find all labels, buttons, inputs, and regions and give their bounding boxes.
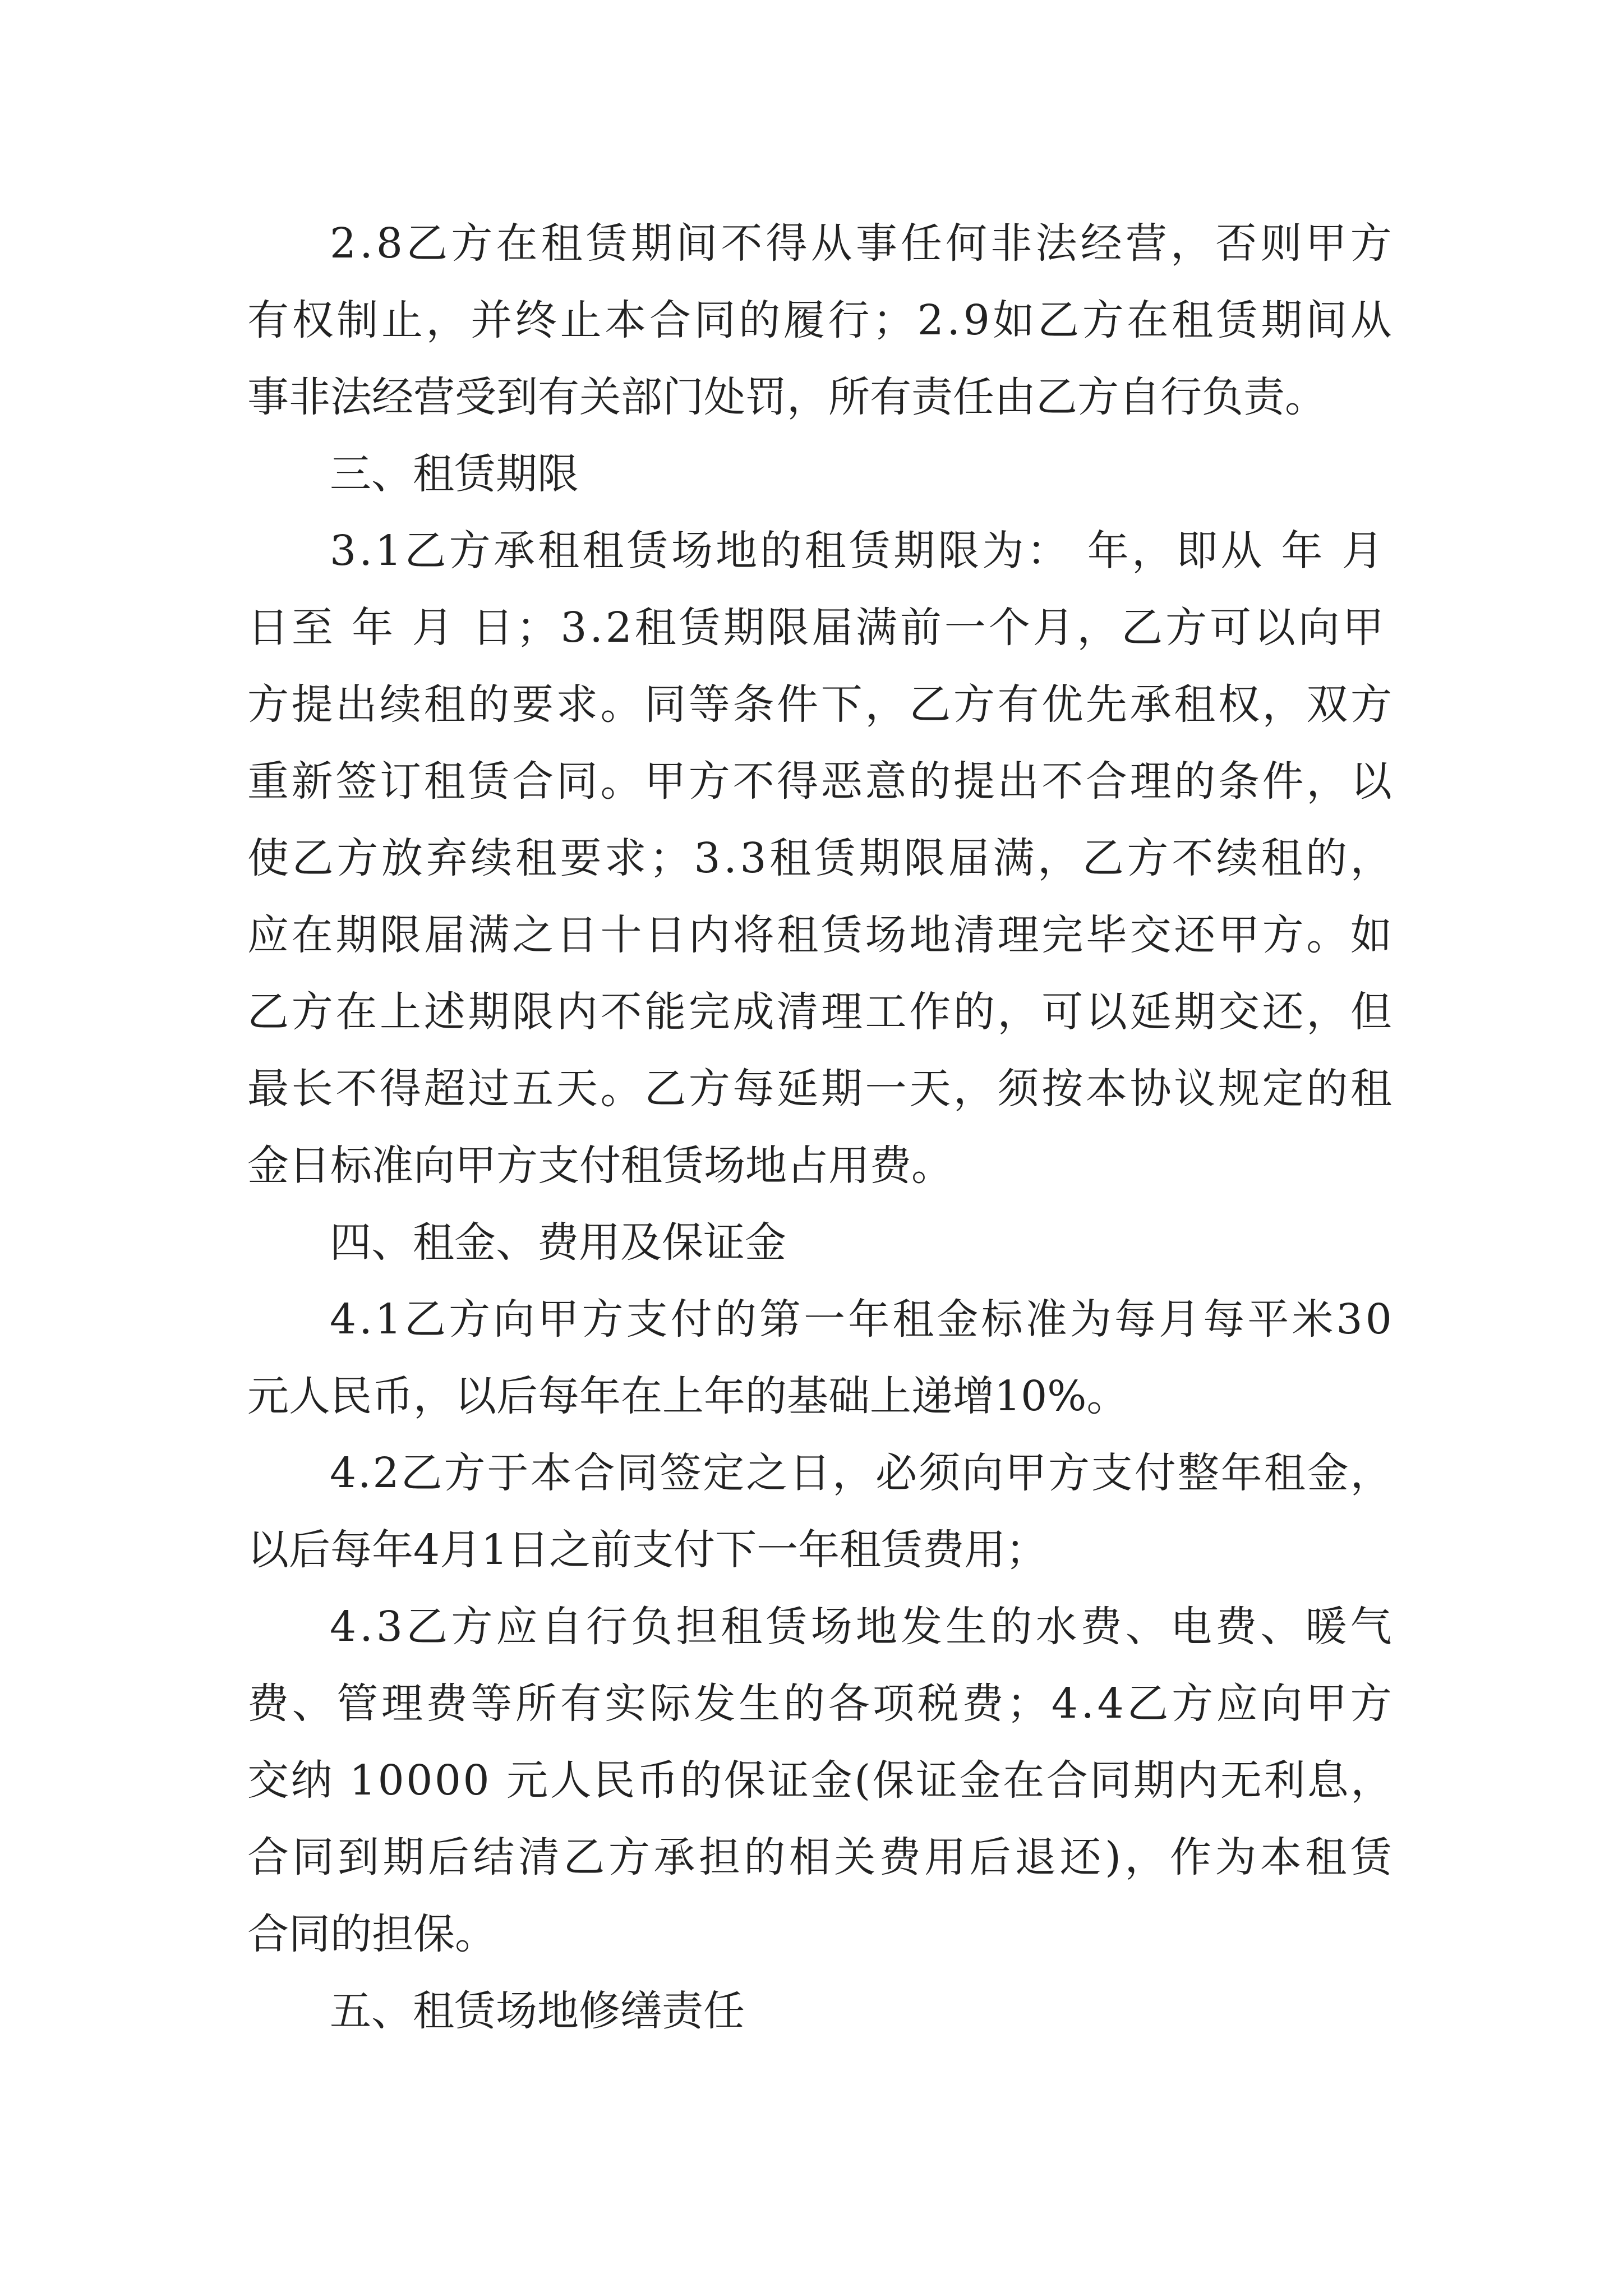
paragraph-line: 有权制止，并终止本合同的履行；2.9如乙方在租赁期间从 xyxy=(247,296,1395,344)
paragraph-line: 4.3乙方应自行负担租赁场地发生的水费、电费、暖气 xyxy=(330,1603,1395,1651)
paragraph-line: 重新签订租赁合同。甲方不得恶意的提出不合理的条件，以 xyxy=(247,757,1395,806)
paragraph-line: 合同的担保。 xyxy=(247,1910,496,1958)
paragraph-line: 交纳 10000 元人民币的保证金(保证金在合同期内无利息， xyxy=(247,1756,1394,1805)
paragraph-line: 费、管理费等所有实际发生的各项税费；4.4乙方应向甲方 xyxy=(247,1680,1395,1728)
paragraph-line: 4.2乙方于本合同签定之日，必须向甲方支付整年租金， xyxy=(330,1449,1394,1497)
section-heading: 五、租赁场地修缮责任 xyxy=(330,1987,745,2035)
paragraph-line: 最长不得超过五天。乙方每延期一天，须按本协议规定的租 xyxy=(247,1065,1395,1113)
paragraph-line: 事非法经营受到有关部门处罚，所有责任由乙方自行负责。 xyxy=(247,373,1326,421)
paragraph-line: 应在期限届满之日十日内将租赁场地清理完毕交还甲方。如 xyxy=(247,911,1395,959)
paragraph-line: 3.1乙方承租租赁场地的租赁期限为： 年，即从 年 月 xyxy=(330,527,1386,575)
paragraph-line: 元人民币，以后每年在上年的基础上递增10%。 xyxy=(247,1372,1128,1420)
section-heading: 三、租赁期限 xyxy=(330,450,579,498)
paragraph-line: 以后每年4月1日之前支付下一年租赁费用； xyxy=(247,1526,1048,1574)
paragraph-line: 合同到期后结清乙方承担的相关费用后退还)，作为本租赁 xyxy=(247,1833,1396,1881)
paragraph-line: 使乙方放弃续租要求；3.3租赁期限届满，乙方不续租的， xyxy=(247,834,1395,882)
paragraph-line: 乙方在上述期限内不能完成清理工作的，可以延期交还，但 xyxy=(247,988,1395,1036)
paragraph-line: 2.8乙方在租赁期间不得从事任何非法经营，否则甲方 xyxy=(330,219,1395,268)
section-heading: 四、租金、费用及保证金 xyxy=(330,1218,786,1267)
paragraph-line: 金日标准向甲方支付租赁场地占用费。 xyxy=(247,1142,953,1190)
paragraph-line: 4.1乙方向甲方支付的第一年租金标准为每月每平米30 xyxy=(330,1295,1395,1343)
paragraph-line: 日至 年 月 日；3.2租赁期限届满前一个月，乙方可以向甲 xyxy=(247,604,1387,652)
paragraph-line: 方提出续租的要求。同等条件下，乙方有优先承租权，双方 xyxy=(247,680,1395,729)
